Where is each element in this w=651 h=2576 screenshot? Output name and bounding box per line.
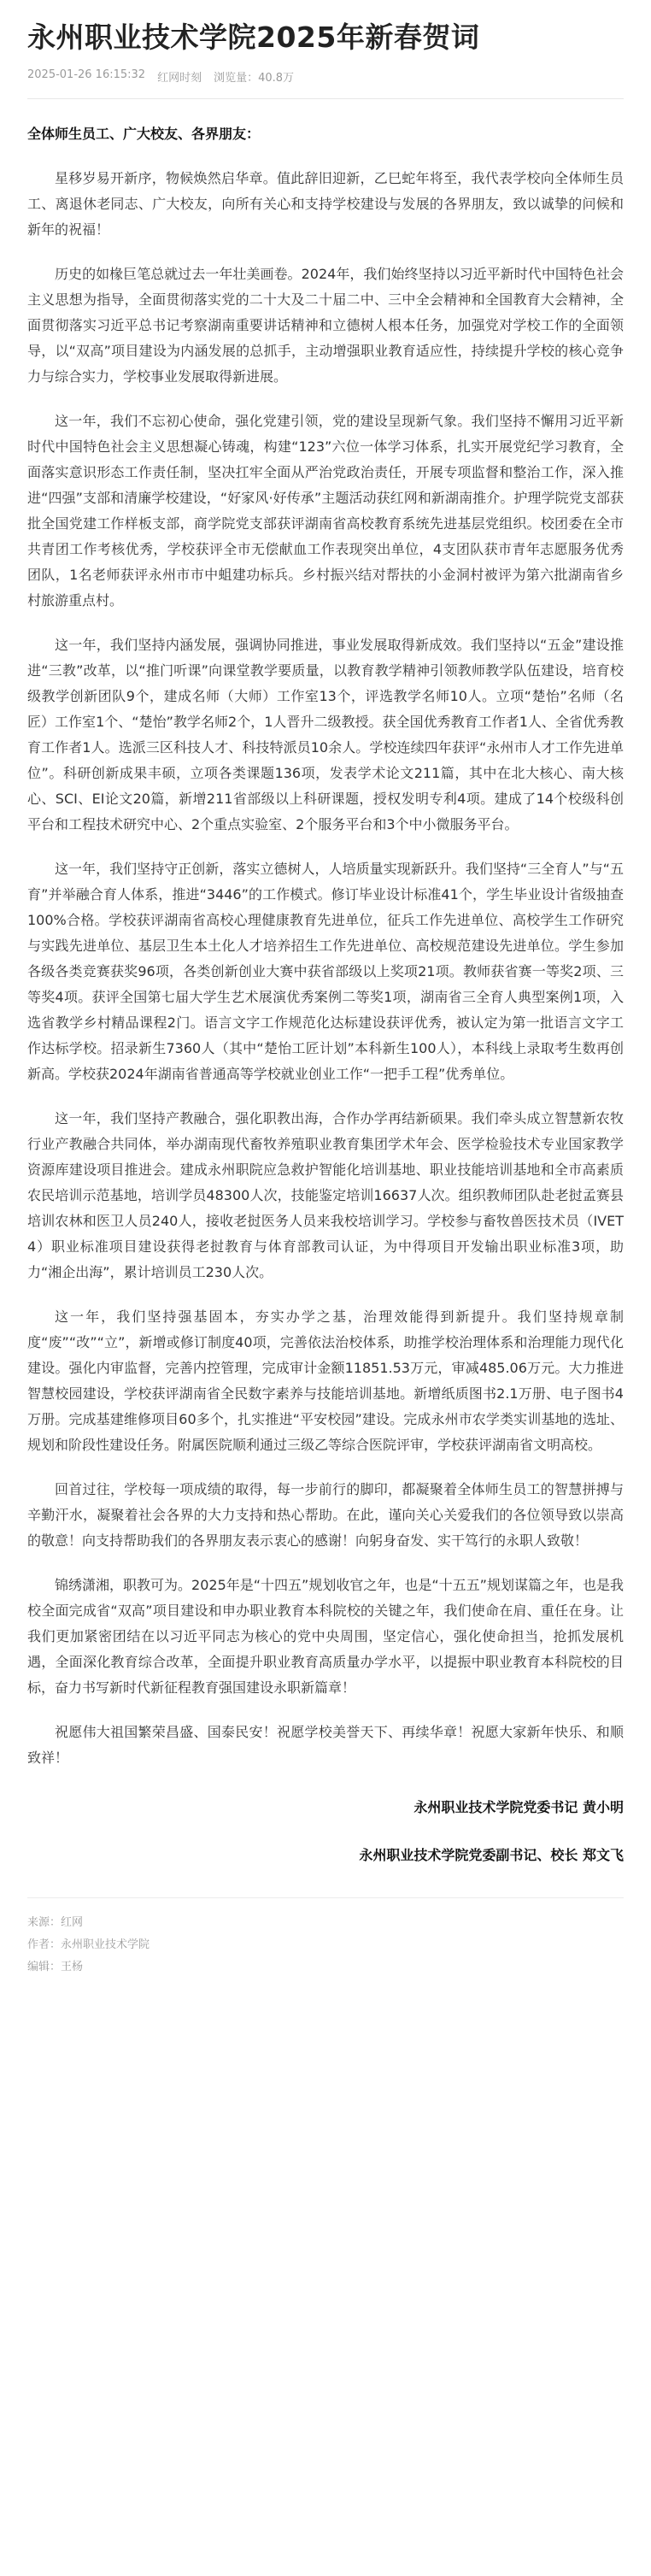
signature-party-secretary: 永州职业技术学院党委书记 黄小明 [413, 1799, 624, 1815]
article-body [27, 166, 624, 1771]
source-link[interactable]: 红网时刻 [157, 72, 202, 85]
footer-source: 来源：红网 [27, 1916, 84, 1929]
view-count: 浏览量：40.8万 [214, 72, 295, 85]
footer-author: 作者：永州职业技术学院 [27, 1938, 150, 1951]
signature-president: 永州职业技术学院党委副书记、校长 郑文飞 [359, 1847, 624, 1863]
body-paragraph: 这一年，我们不忘初心使命，强化党建引领，党的建设呈现新气象。我们坚持不懈用习近平新时代中国特色社会主义思想凝心铸魂，构建“123”六位一体学习体系，扎实开展党纪学习教育，全面落实意识形态工作责任制，坚决扛牢全面从严治党政治责任，开展专项监督和整治工作，深入推进“四强”支部和清廉学校建设，“好家风·好传承”主题活动获红网和新湖南推介。护理学院党支部获批全国党建工作样板支部，商学院党支部获评湖南省高校教育系统先进基层党组织。校团委在全市共青团工作考核优秀，学校获评全市无偿献血工作表现突出单位，4支团队获市青年志愿服务优秀团队，1名老师获评永州市市中蛆建功标兵。乡村振兴结对帮扶的小金洞村被评为第六批湖南省乡村旅游重点村。 [27, 413, 624, 609]
body-paragraph: 这一年，我们坚持产教融合，强化职教出海，合作办学再结新硕果。我们牵头成立智慧新农牧行业产教融合共同体，举办湖南现代畜牧养殖职业教育集团学术年会、医学检验技术专业国家教学资源库建设项目推进会。建成永州职院应急救护智能化培训基地、职业技能培训基地和全市高素质农民培训示范基地，培训学员48300人次，技能鉴定培训16637人次。组织教师团队赴老挝孟赛县培训农林和医卫人员240人，接收老挝医务人员来我校培训学习。学校参与畜牧兽医技术员（IVET4）职业标准项目建设获得老挝教育与体育部教司认证，为中得项目开发输出职业标准3项，助力“湘企出海”，累计培训员工230人次。 [27, 1110, 624, 1280]
body-paragraph: 这一年，我们坚持内涵发展，强调协同推进，事业发展取得新成效。我们坚持以“五金”建设推进“三教”改革，以“推门听课”向课堂教学要质量，以教育教学精神引领教师教学队伍建设，培育校级教学创新团队9个，建成名师（大师）工作室13个，评选教学名师10人。立项“楚怡”名师（名匠）工作室1个、“楚怡”教学名师2个，1人晋升二级教授。获全国优秀教育工作者1人、全省优秀教育工作者1人。选派三区科技人才、科技特派员10余人。学校连续四年获评“永州市人才工作先进单位”。科研创新成果丰硕，立项各类课题136项，发表学术论文211篇，其中在北大核心、南大核心、SCI、EI论文20篇，新增211省部级以上科研课题，授权发明专利4项。建成了14个校级科创平台和工程技术研究中心、2个重点实验室、2个服务平台和3个中小微服务平台。 [27, 637, 624, 832]
body-paragraph: 锦绣潇湘，职教可为。2025年是“十四五”规划收官之年，也是“十五五”规划谋篇之年，也是我校全面完成省“双高”项目建设和申办职业教育本科院校的关键之年，我们使命在肩、重任在身。让我们更加紧密团结在以习近平同志为核心的党中央周围，坚定信心，强化使命担当，抢抓发展机遇，全面深化教育综合改革，全面提升职业教育高质量办学水平，以提振中职业教育本科院校的目标，奋力书写新时代新征程教育强国建设永职新篇章！ [27, 1577, 624, 1696]
body-paragraph: 星移岁易开新序，物候焕然启华章。值此辞旧迎新，乙巳蛇年将至，我代表学校向全体师生员工、离退休老同志、广大校友，向所有关心和支持学校建设与发展的各界朋友，致以诚挚的问候和新年的祝福！ [27, 170, 624, 238]
body-paragraph: 祝愿伟大祖国繁荣昌盛、国泰民安！祝愿学校美誉天下、再续华章！祝愿大家新年快乐、和顺致祥！ [27, 1724, 624, 1766]
salutation: 全体师生员工、广大校友、各界朋友： [27, 126, 261, 142]
body-paragraph: 历史的如椽巨笔总就过去一年壮美画卷。2024年，我们始终坚持以习近平新时代中国特色社会主义思想为指导，全面贯彻落实党的二十大及二十届二中、三中全会精神和全国教育大会精神，全面贯彻落实习近平总书记考察湖南重要讲话精神和立德树人根本任务，加强党对学校工作的全面领导，以“双高”项目建设为内涵发展的总抓手，主动增强职业教育适应性，持续提升学校的核心竞争力与综合实力，学校事业发展取得新进展。 [27, 266, 624, 385]
footer-editor: 编辑：王杨 [27, 1961, 84, 1973]
title-divider [27, 98, 624, 99]
body-paragraph: 这一年，我们坚持守正创新，落实立德树人，人培质量实现新跃升。我们坚持“三全育人”与“五育”并举融合育人体系，推进“3446”的工作模式。修订毕业设计标准41个，学生毕业设计省级抽查100%合格。学校获评湖南省高校心理健康教育先进单位，征兵工作先进单位、高校学生工作研究与实践先进单位、基层卫生本土化人才培养招生工作先进单位、高校规范建设先进单位。学生参加各级各类竞赛获奖96项，各类创新创业大赛中获省部级以上奖项21项。教师获省赛一等奖2项、三等奖4项。获评全国第七届大学生艺术展演优秀案例二等奖1项，湖南省三全育人典型案例1项，入选省教学乡村精品课程2门。语言文字工作规范化达标建设获评优秀，被认定为第一批语言文字工作达标学校。招录新生7360人（其中“楚怡工匠计划”本科新生100人），本科线上录取考生数再创新高。学校获2024年湖南省普通高等学校就业创业工作“一把手工程”优秀单位。 [27, 861, 624, 1082]
article-footer [27, 1897, 624, 1979]
article-title: 永州职业技术学院2025年新春贺词 [27, 21, 480, 54]
publish-date: 2025-01-26 16:15:32 [27, 68, 146, 81]
body-paragraph: 回首过往，学校每一项成绩的取得，每一步前行的脚印，都凝聚着全体师生员工的智慧拼搏与辛勤汗水，凝聚着社会各界的大力支持和热心帮助。在此，谨向关心关爱我们的各位领导致以崇高的敬意！向支持帮助我们的各界朋友表示衷心的感谢！向躬身奋发、实干笃行的永职人致敬！ [27, 1481, 624, 1549]
article-meta [27, 68, 624, 85]
body-paragraph: 这一年，我们坚持强基固本，夯实办学之基，治理效能得到新提升。我们坚持规章制度“废”“改”“立”，新增或修订制度40项，完善依法治校体系，助推学校治理体系和治理能力现代化建设。强化内审监督，完善内控管理，完成审计金额11851.53万元，审减485.06万元。大力推进智慧校园建设，学校获评湖南省全民数字素养与技能培训基地。新增纸质图书2.1万册、电子图书4万册。完成基建维修项目60多个，扎实推进“平安校园”建设。完成永州市农学类实训基地的选址、规划和阶段性建设任务。附属医院顺利通过三级乙等综合医院评审，学校获评湖南省文明高校。 [27, 1309, 624, 1453]
